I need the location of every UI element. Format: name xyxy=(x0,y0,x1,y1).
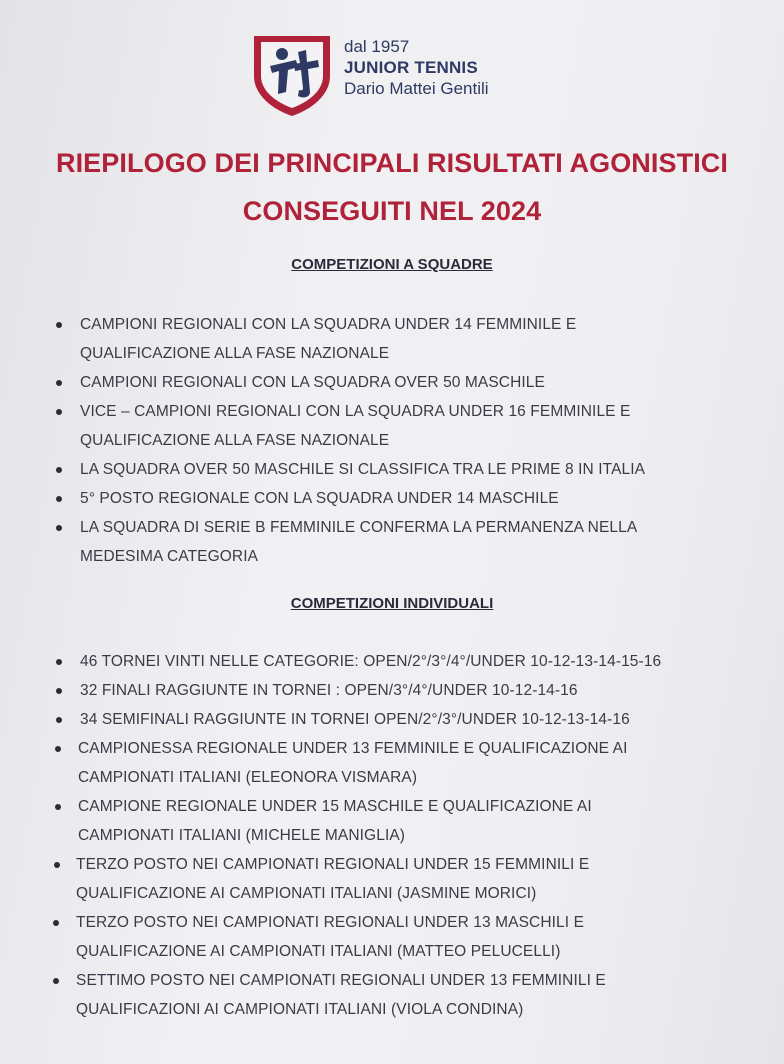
list-item: 32 FINALI RAGGIUNTE IN TORNEI : OPEN/3°/4°/UNDER 10-12-14-16 xyxy=(0,676,784,705)
document-title-line-1: RIEPILOGO DEI PRINCIPALI RISULTATI AGONISTICI xyxy=(55,148,728,178)
list-item: 5° POSTO REGIONALE CON LA SQUADRA UNDER 14 MASCHILE xyxy=(0,484,784,513)
list-item: VICE – CAMPIONI REGIONALI CON LA SQUADRA UNDER 16 FEMMINILE E QUALIFICAZIONE ALLA FASE NAZIONALE xyxy=(0,397,784,455)
logo-subtitle: Dario Mattei Gentili xyxy=(344,79,489,98)
bullet-icon xyxy=(53,978,59,984)
bullet-icon xyxy=(56,688,62,694)
bullet-icon xyxy=(56,496,62,502)
bullet-icon xyxy=(56,467,62,473)
club-logo xyxy=(248,30,489,118)
list-item: LA SQUADRA DI SERIE B FEMMINILE CONFERMA LA PERMANENZA NELLA MEDESIMA CATEGORIA xyxy=(0,513,784,571)
document-title-line-2: CONSEGUITI NEL 2024 xyxy=(242,196,542,226)
bullet-icon xyxy=(56,659,62,665)
bullet-icon xyxy=(55,804,61,810)
individual-results-list xyxy=(0,647,784,1024)
bullet-icon xyxy=(55,746,61,752)
list-item: CAMPIONI REGIONALI CON LA SQUADRA OVER 50 MASCHILE xyxy=(0,368,784,397)
logo-name: JUNIOR TENNIS xyxy=(344,58,478,77)
bullet-icon xyxy=(56,525,62,531)
list-item: CAMPIONE REGIONALE UNDER 15 MASCHILE E QUALIFICAZIONE AI CAMPIONATI ITALIANI (MICHELE MANIGLIA) xyxy=(0,792,784,850)
team-results-list xyxy=(0,310,784,571)
list-item: TERZO POSTO NEI CAMPIONATI REGIONALI UNDER 13 MASCHILI E QUALIFICAZIONE AI CAMPIONATI ITALIANI (MATTEO PELUCELLI) xyxy=(0,908,784,966)
list-item: CAMPIONI REGIONALI CON LA SQUADRA UNDER 14 FEMMINILE E QUALIFICAZIONE ALLA FASE NAZIONALE xyxy=(0,310,784,368)
list-item: 34 SEMIFINALI RAGGIUNTE IN TORNEI OPEN/2°/3°/UNDER 10-12-13-14-16 xyxy=(0,705,784,734)
bullet-icon xyxy=(54,862,60,868)
bullet-icon xyxy=(56,717,62,723)
list-item: TERZO POSTO NEI CAMPIONATI REGIONALI UNDER 15 FEMMINILI E QUALIFICAZIONE AI CAMPIONATI ITALIANI (JASMINE MORICI) xyxy=(0,850,784,908)
bullet-icon xyxy=(53,920,59,926)
bullet-icon xyxy=(56,380,62,386)
shield-logo-icon xyxy=(248,30,336,118)
team-section-heading: COMPETIZIONI A SQUADRE xyxy=(291,256,493,273)
list-item: SETTIMO POSTO NEI CAMPIONATI REGIONALI UNDER 13 FEMMINILI E QUALIFICAZIONI AI CAMPIONATI ITALIANI (VIOLA CONDINA) xyxy=(0,966,784,1024)
list-item: LA SQUADRA OVER 50 MASCHILE SI CLASSIFICA TRA LE PRIME 8 IN ITALIA xyxy=(0,455,784,484)
bullet-icon xyxy=(56,409,62,415)
bullet-icon xyxy=(56,322,62,328)
list-item: CAMPIONESSA REGIONALE UNDER 13 FEMMINILE E QUALIFICAZIONE AI CAMPIONATI ITALIANI (ELEONORA VISMARA) xyxy=(0,734,784,792)
list-item: 46 TORNEI VINTI NELLE CATEGORIE: OPEN/2°/3°/4°/UNDER 10-12-13-14-15-16 xyxy=(0,647,784,676)
individual-section-heading: COMPETIZIONI INDIVIDUALI xyxy=(290,595,494,612)
logo-since: dal 1957 xyxy=(344,37,410,56)
